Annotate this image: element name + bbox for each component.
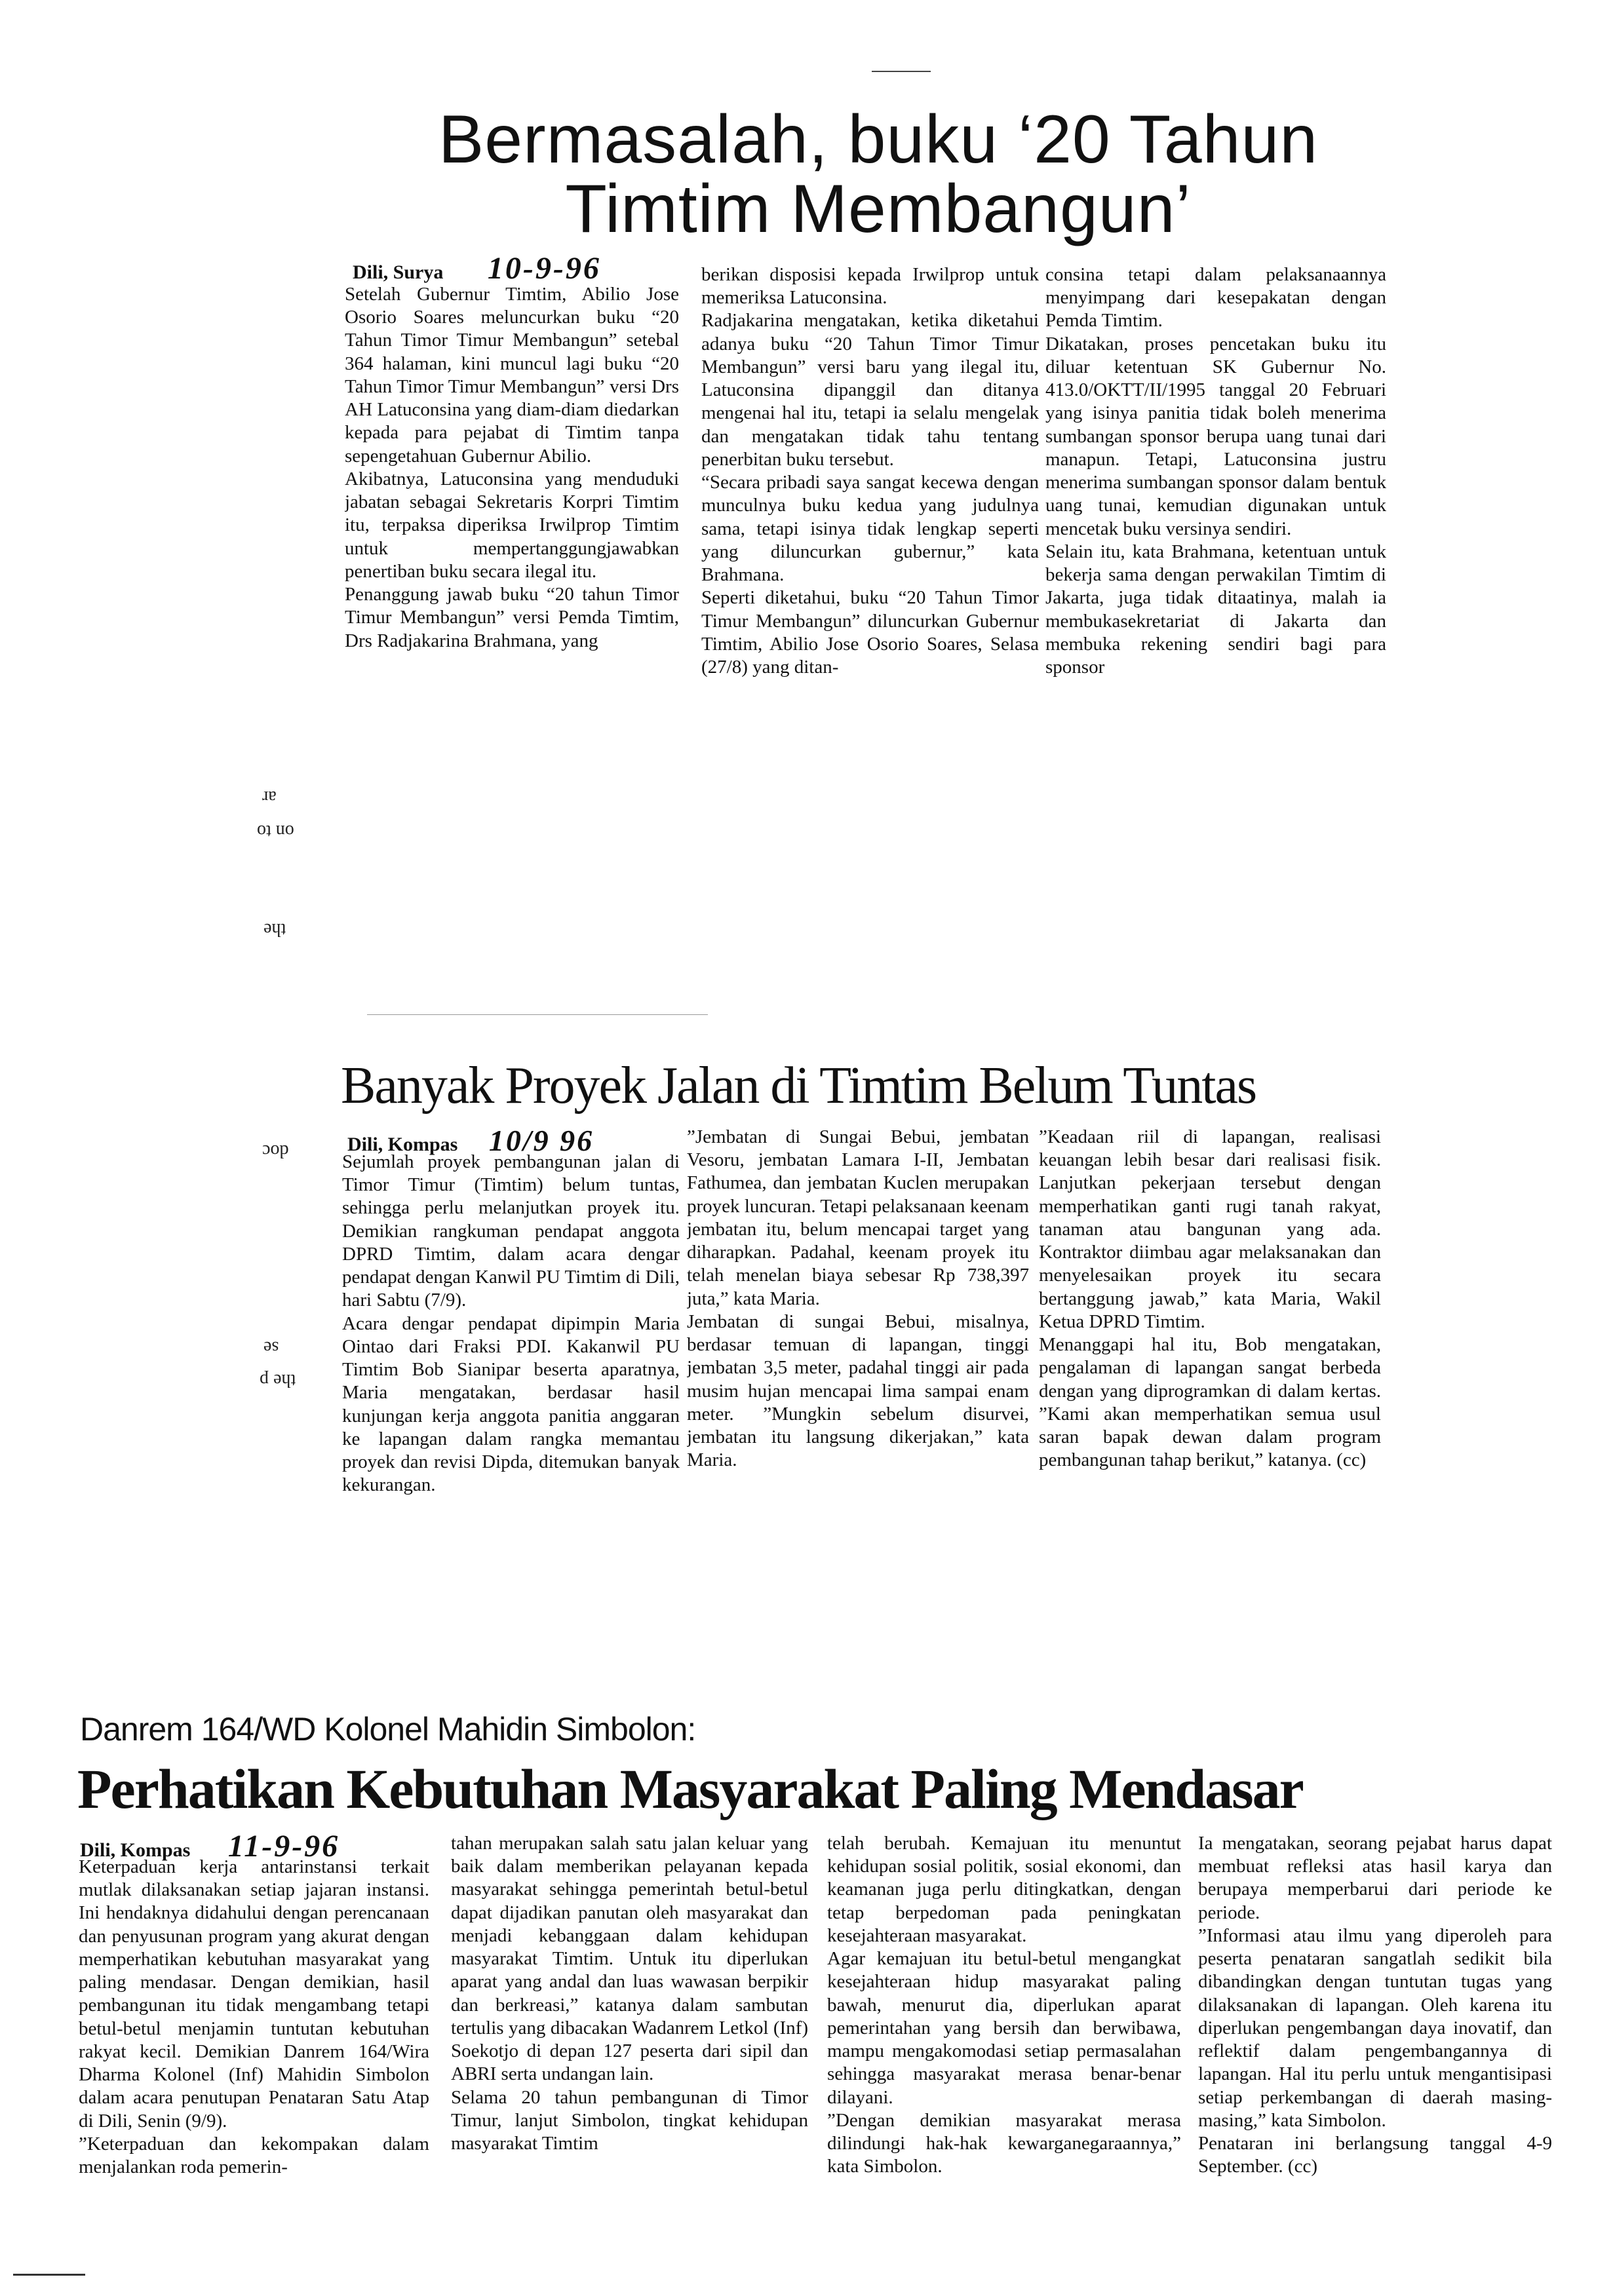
article-3-col-3: telah berubah. Kemajuan itu menuntut kehidupan sosial politik, sosial ekonomi, dan keamanan juga perlu ditingkatkan, dengan tetap berpedoman pada peningkatan kesejahteraan masyarakat. Agar kemajuan itu betul-betul mengangkat kesejahteraan hidup masyarakat paling bawah, menurut dia, diperlukan aparat pemerintahan yang bersih dan berwibawa, mampu mengakomodasi setiap permasalahan sehingga masyarakat merasa benar-benar dilayani. ”Dengan demikian masyarakat merasa dilindungi hak-hak kewarganegaraannya,” kata Simbolon. [827, 1833, 1181, 2177]
top-rule [872, 71, 931, 72]
article-3-headline: Perhatikan Kebutuhan Masyarakat Paling Mendasar [77, 1757, 1303, 1820]
article-3-kicker: Danrem 164/WD Kolonel Mahidin Simbolon: [80, 1711, 696, 1748]
article-1-col-1: Setelah Gubernur Timtim, Abilio Jose Osorio Soares meluncurkan buku “20 Tahun Timor Timur Membangun” setebal 364 halaman, kini muncul lagi buku “20 Tahun Timor Timur Membangun” versi Drs AH Latuconsina yang diam-diam diedarkan kepada para pejabat di Timtim tanpa sepengetahuan Gubernur Abilio. Akibatnya, Latuconsina yang menduduki jabatan sebagai Sekretaris Korpri Timtim itu, terpaksa diperiksa Irwilprop Timtim untuk mempertanggungjawabkan penertiban buku secara ilegal itu. Penanggung jawab buku “20 tahun Timor Timur Membangun” versi Pemda Timtim, Drs Radjakarina Brahmana, yang [345, 284, 679, 651]
margin-fragment: ar [262, 787, 277, 807]
margin-fragment: on to [257, 821, 294, 841]
handwritten-date: 11-9-96 [227, 1829, 340, 1864]
margin-fragment: doc [262, 1141, 289, 1161]
dateline-row [353, 250, 680, 286]
article-separator [367, 1014, 708, 1015]
handwritten-date: 10/9 96 [488, 1124, 594, 1157]
handwritten-date: 10-9-96 [487, 251, 601, 286]
article-1-col-3: consina tetapi dalam pelaksanaannya menyimpang dari kesepakatan dengan Pemda Timtim. Dikatakan, proses pencetakan buku itu diluar ketentuan SK Gubernur No. 413.0/OKTT/II/1995 tanggal 20 Februari yang isinya panitia tidak boleh menerima sumbangan sponsor berupa uang tunai dari manapun. Tetapi, Latuconsina justru menerima sumbangan sponsor dalam bentuk uang tunai, kemudian digunakan untuk mencetak buku versinya sendiri. Selain itu, kata Brahmana, ketentuan untuk bekerja sama dengan perwakilan Timtim di Jakarta, juga tidak ditaatinya, malah ia membukasekretariat di Jakarta dan membuka rekening sendiri bagi para sponsor [1045, 264, 1386, 678]
margin-fragment: the [263, 919, 286, 940]
article-2-col-1: Sejumlah proyek pembangunan jalan di Timor Timur (Timtim) belum tuntas, sehingga perlu melanjutkan proyek itu. Demikian rangkuman pendapat anggota DPRD Timtim, dalam acara dengar pendapat dengan Kanwil PU Timtim di Dili, hari Sabtu (7/9). Acara dengar pendapat dipimpin Maria Ointao dari Fraksi PDI. Kakanwil PU Timtim Bob Sianipar beserta aparatnya, Maria mengatakan, berdasar hasil kunjungan kerja anggota panitia anggaran ke lapangan dalam rangka memantau proyek dan revisi Dipda, ditemukan banyak kekurangan. [342, 1151, 680, 1496]
headline-line-2: Timtim Membangun’ [565, 171, 1192, 248]
bottom-rule [13, 2274, 85, 2276]
article-3-col-4: Ia mengatakan, seorang pejabat harus dapat membuat refleksi atas hasil karya dan berupaya memperbarui dari periode ke periode. ”Informasi atau ilmu yang diperoleh para peserta penataran sangatlah sedikit bila dibandingkan dengan tuntutan tugas yang dilaksanakan di lapangan. Oleh karena itu diperlukan pengembangan daya inovatif, dan reflektif dalam pengembangannya di lapangan. Hal itu perlu untuk mengantisipasi setiap perkembangan di daerah masing-masing,” kata Simbolon. Penataran ini berlangsung tanggal 4-9 September. (cc) [1198, 1833, 1552, 2177]
article-3-col-1: Keterpaduan kerja antarinstansi terkait mutlak dilaksanakan setiap jajaran instansi. Ini hendaknya didahului dengan perencanaan dan penyusunan program yang akurat dengan memperhatikan kebutuhan masyarakat yang paling mendasar. Dengan demikian, hasil pembangunan itu tidak mengambang tetapi betul-betul menjamin tuntutan kebutuhan rakyat kecil. Demikian Danrem 164/Wira Dharma Kolonel (Inf) Mahidin Simbolon dalam acara penutupan Penataran Satu Atap di Dili, Senin (9/9). ”Keterpaduan dan kekompakan dalam menjalankan roda pemerin- [79, 1856, 429, 2178]
article-2-col-3: ”Keadaan riil di lapangan, realisasi keuangan lebih besar dari realisasi fisik. Lanjutkan pekerjaan tersebut dengan memperhatikan ganti rugi tanah rakyat, tanaman atau bangunan yang ada. Kontraktor diimbau agar melaksanakan dan menyelesaikan proyek itu secara bertanggung jawab,” kata Maria, Wakil Ketua DPRD Timtim. Menanggapi hal itu, Bob mengatakan, pengalaman di lapangan sangat berbeda dengan yang diprogramkan di dalam kertas. ”Kami akan memperhatikan semua usul saran bapak dewan dalam program pembangunan tahap berikut,” katanya. (cc) [1039, 1126, 1381, 1471]
dateline: Dili, Surya [353, 261, 444, 283]
headline-line-1: Bermasalah, buku ‘20 Tahun [438, 102, 1319, 178]
dateline: Dili, Kompas [347, 1134, 458, 1155]
dateline: Dili, Kompas [80, 1839, 191, 1861]
margin-fragment: the p [260, 1370, 296, 1390]
article-1-headline [341, 102, 1416, 248]
article-2-headline: Banyak Proyek Jalan di Timtim Belum Tuntas [341, 1057, 1256, 1115]
article-1-col-2: berikan disposisi kepada Irwilprop untuk memeriksa Latuconsina. Radjakarina mengatakan, ketika diketahui adanya buku “20 Tahun Timor Timur Membangun” versi baru yang ilegal itu, Latuconsina dipanggil dan ditanya mengenai hal itu, tetapi ia selalu mengelak dan mengatakan tidak tahu tentang penerbitan buku tersebut. “Secara pribadi saya sangat kecewa dengan munculnya buku kedua yang judulnya sama, tetapi isinya tidak lengkap seperti yang diluncurkan gubernur,” kata Brahmana. Seperti diketahui, buku “20 Tahun Timor Timur Membangun” diluncurkan Gubernur Timtim, Abilio Jose Osorio Soares, Selasa (27/8) yang ditan- [701, 264, 1039, 678]
article-2-col-2: ”Jembatan di Sungai Bebui, jembatan Vesoru, jembatan Lamara I-II, Jembatan Fathumea, dan jembatan Kuclen merupakan proyek luncuran. Tetapi pelaksanaan keenam jembatan itu, belum mencapai target yang diharapkan. Padahal, keenam proyek itu telah menelan biaya sebesar Rp 738,397 juta,” kata Maria. Jembatan di sungai Bebui, misalnya, berdasar temuan di lapangan, tinggi jembatan 3,5 meter, padahal tinggi air pada musim hujan mencapai lima sampai enam meter. ”Mungkin sebelum disurvei, jembatan itu langsung dikerjakan,” kata Maria. [687, 1126, 1029, 1471]
margin-fragment: se [263, 1337, 279, 1358]
article-3-col-2: tahan merupakan salah satu jalan keluar yang baik dalam memberikan pelayanan kepada masyarakat sehingga pemerintah betul-betul dapat dijadikan panutan oleh masyarakat dan menjadi kebanggaan dalam kehidupan masyarakat Timtim. Untuk itu diperlukan aparat yang andal dan luas wawasan berpikir dan berkreasi,” katanya dalam sambutan tertulis yang dibacakan Wadanrem Letkol (Inf) Soekotjo di depan 127 peserta dari sipil dan ABRI serta undangan lain. Selama 20 tahun pembangunan di Timor Timur, lanjut Simbolon, tingkat kehidupan masyarakat Timtim [451, 1833, 808, 2154]
